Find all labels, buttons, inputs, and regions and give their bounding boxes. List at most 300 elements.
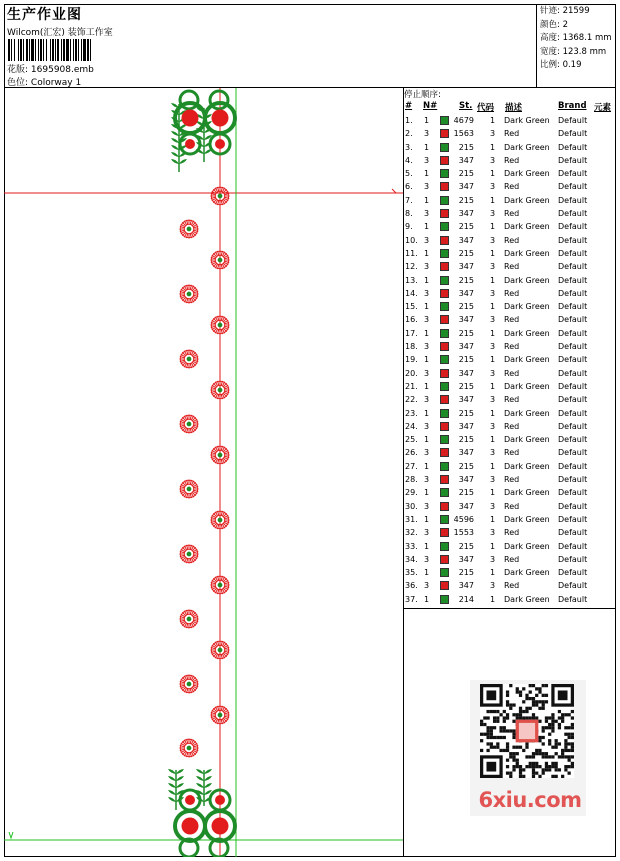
vine-leaf: [171, 152, 179, 157]
colorway-line: [7, 75, 81, 88]
row-stitches: 347: [458, 421, 474, 431]
qr-module: [516, 759, 519, 762]
qr-module: [486, 742, 489, 745]
qr-module: [568, 759, 571, 762]
flower-center: [187, 746, 192, 751]
qr-module: [522, 716, 525, 719]
row-index: 5.: [405, 169, 413, 179]
qr-module: [512, 765, 515, 768]
qr-module: [535, 749, 538, 752]
row-needle: 1: [424, 248, 430, 258]
qr-module: [499, 726, 502, 729]
row-brand: Default: [558, 594, 588, 604]
row-stitches: 215: [458, 328, 474, 338]
qr-module: [545, 720, 548, 723]
qr-module: [522, 775, 525, 778]
row-needle: 3: [424, 448, 430, 458]
row-code: 3: [490, 395, 496, 405]
qr-module: [503, 726, 506, 729]
flower-center: [187, 422, 192, 427]
qr-module: [525, 694, 528, 697]
qr-module: [503, 716, 506, 719]
stop-sequence-header: [404, 101, 616, 114]
qr-module: [545, 768, 548, 771]
row-needle: 3: [424, 155, 430, 165]
row-stitches: 347: [458, 182, 474, 192]
vine-leaf: [168, 783, 176, 788]
row-description: Dark Green: [504, 488, 550, 498]
qr-module: [551, 755, 554, 758]
color-swatch: [440, 355, 449, 364]
qr-module: [506, 759, 509, 762]
qr-module: [538, 736, 541, 739]
colorway-value: Colorway 1: [30, 78, 82, 88]
color-swatch: [440, 502, 449, 511]
row-description: Red: [504, 448, 520, 458]
qr-module: [525, 746, 528, 749]
qr-module: [568, 726, 571, 729]
col-needle: N#: [423, 101, 438, 111]
flower-center: [218, 194, 223, 199]
color-swatch: [440, 222, 449, 231]
color-swatch: [440, 249, 449, 258]
row-needle: 1: [424, 514, 430, 524]
qr-module: [512, 720, 515, 723]
color-swatch: [440, 435, 449, 444]
color-swatch: [440, 409, 449, 418]
row-needle: 3: [424, 395, 430, 405]
row-stitches: 4679: [453, 116, 474, 125]
qr-module: [516, 690, 519, 693]
qr-module: [525, 707, 528, 710]
qr-module: [564, 739, 567, 742]
qr-module: [519, 694, 522, 697]
row-stitches: 215: [458, 435, 474, 445]
qr-module: [535, 687, 538, 690]
color-swatch: [440, 382, 449, 391]
header: [4, 4, 616, 88]
qr-module: [529, 755, 532, 758]
row-brand: Default: [558, 461, 588, 471]
qr-module: [512, 755, 515, 758]
row-needle: 1: [424, 142, 430, 152]
row-needle: 3: [424, 182, 430, 192]
qr-module: [490, 729, 493, 732]
qr-module: [561, 716, 564, 719]
table-row: [404, 115, 616, 128]
vine-leaf: [196, 783, 204, 788]
row-code: 3: [490, 581, 496, 591]
qr-module: [493, 736, 496, 739]
flower-center: [187, 617, 192, 622]
qr-module: [490, 710, 493, 713]
row-description: Red: [504, 475, 520, 485]
qr-module: [538, 752, 541, 755]
qr-module: [496, 720, 499, 723]
qr-module: [548, 739, 551, 742]
row-stitches: 214: [458, 594, 474, 604]
table-row: [404, 155, 616, 168]
qr-module: [490, 736, 493, 739]
row-code: 3: [490, 475, 496, 485]
row-code: 3: [490, 155, 496, 165]
row-brand: Default: [558, 235, 588, 245]
row-index: 32.: [405, 528, 418, 538]
qr-module: [490, 742, 493, 745]
qr-module: [551, 775, 554, 778]
qr-module: [532, 713, 535, 716]
row-stitches: 347: [458, 368, 474, 378]
qr-module: [480, 720, 483, 723]
qr-module: [506, 694, 509, 697]
small-ring-center: [215, 795, 225, 805]
qr-module: [519, 690, 522, 693]
qr-logo-inner: [519, 723, 535, 739]
qr-module: [532, 700, 535, 703]
qr-module: [519, 710, 522, 713]
row-code: 3: [490, 235, 496, 245]
vine-leaf: [176, 776, 184, 781]
row-brand: Default: [558, 328, 588, 338]
row-needle: 1: [424, 169, 430, 179]
qr-module: [496, 716, 499, 719]
row-index: 29.: [405, 488, 418, 498]
row-description: Dark Green: [504, 568, 550, 578]
design-stats: [536, 4, 616, 88]
row-stitches: 4596: [453, 514, 474, 524]
qr-module: [571, 726, 574, 729]
table-row: [404, 128, 616, 141]
row-description: Dark Green: [504, 248, 550, 258]
col-element: 元素: [594, 103, 612, 113]
qr-module: [506, 765, 509, 768]
row-stitches: 215: [458, 222, 474, 232]
row-code: 1: [490, 142, 496, 152]
qr-module: [532, 716, 535, 719]
qr-module: [480, 733, 483, 736]
color-swatch: [440, 581, 449, 590]
qr-module: [551, 746, 554, 749]
color-swatch: [440, 329, 449, 338]
qr-module: [486, 733, 489, 736]
row-index: 37.: [405, 594, 418, 604]
qr-module: [535, 694, 538, 697]
qr-module: [555, 746, 558, 749]
row-brand: Default: [558, 368, 588, 378]
qr-module: [548, 768, 551, 771]
table-row: [404, 501, 616, 514]
row-description: Red: [504, 554, 520, 564]
qr-module: [571, 755, 574, 758]
table-row: [404, 421, 616, 434]
panel-divider: [404, 608, 616, 609]
row-index: 8.: [405, 209, 413, 219]
color-swatch: [440, 315, 449, 324]
color-swatch: [440, 369, 449, 378]
row-description: Dark Green: [504, 435, 550, 445]
row-brand: Default: [558, 155, 588, 165]
qr-module: [522, 749, 525, 752]
qr-module: [551, 762, 554, 765]
row-brand: Default: [558, 275, 588, 285]
row-stitches: 347: [458, 475, 474, 485]
col-code: 代码: [477, 103, 495, 113]
col-stitches: St.: [459, 101, 473, 111]
row-code: 1: [490, 541, 496, 551]
table-row: [404, 314, 616, 327]
qr-module: [519, 775, 522, 778]
row-index: 30.: [405, 501, 418, 511]
embroidery-design: [4, 88, 404, 857]
row-code: 1: [490, 514, 496, 524]
color-swatch: [440, 262, 449, 271]
qr-module: [535, 716, 538, 719]
qr-module: [561, 775, 564, 778]
qr-module: [532, 762, 535, 765]
row-index: 4.: [405, 155, 413, 165]
color-swatch: [440, 196, 449, 205]
row-description: Red: [504, 209, 520, 219]
qr-module: [555, 775, 558, 778]
row-description: Red: [504, 581, 520, 591]
row-brand: Default: [558, 355, 588, 365]
qr-module: [555, 720, 558, 723]
row-brand: Default: [558, 488, 588, 498]
color-swatch: [440, 568, 449, 577]
ring-center: [182, 110, 199, 127]
qr-module: [551, 729, 554, 732]
color-swatch: [440, 448, 449, 457]
row-index: 17.: [405, 328, 418, 338]
color-swatch: [440, 555, 449, 564]
row-stitches: 215: [458, 248, 474, 258]
qr-module: [509, 729, 512, 732]
qr-module: [555, 742, 558, 745]
vine-leaf: [179, 159, 187, 164]
vine-leaf: [168, 797, 176, 802]
stat-stitches: 针迹: 21599: [540, 6, 590, 16]
row-description: Red: [504, 501, 520, 511]
qr-module: [545, 765, 548, 768]
vine-leaf: [196, 776, 204, 781]
row-index: 7.: [405, 195, 413, 205]
row-needle: 1: [424, 435, 430, 445]
qr-module: [542, 700, 545, 703]
qr-module: [535, 703, 538, 706]
row-needle: 1: [424, 116, 430, 125]
row-brand: Default: [558, 315, 588, 325]
row-index: 10.: [405, 235, 418, 245]
vine-leaf: [171, 159, 179, 164]
watermark-logo: 6xiu.com: [478, 788, 582, 812]
qr-module: [538, 765, 541, 768]
table-row: [404, 487, 616, 500]
row-index: 12.: [405, 262, 418, 272]
qr-module: [506, 690, 509, 693]
row-brand: Default: [558, 541, 588, 551]
qr-module: [519, 765, 522, 768]
qr-module: [564, 765, 567, 768]
stop-sequence-title: 停止顺序:: [404, 90, 441, 100]
qr-module: [568, 765, 571, 768]
row-index: 15.: [405, 302, 418, 312]
row-stitches: 347: [458, 448, 474, 458]
qr-module: [503, 736, 506, 739]
color-swatch: [440, 143, 449, 152]
qr-module: [516, 713, 519, 716]
row-stitches: 347: [458, 554, 474, 564]
ring-center: [212, 818, 229, 835]
qr-module: [522, 710, 525, 713]
qr-module: [509, 703, 512, 706]
qr-module: [561, 755, 564, 758]
qr-module: [499, 749, 502, 752]
qr-module: [561, 720, 564, 723]
color-swatch: [440, 276, 449, 285]
row-stitches: 215: [458, 461, 474, 471]
ring-center: [182, 818, 199, 835]
row-stitches: 215: [458, 302, 474, 312]
row-needle: 3: [424, 581, 430, 591]
qr-module: [542, 684, 545, 687]
row-stitches: 1553: [453, 528, 474, 538]
row-index: 16.: [405, 315, 418, 325]
table-row: [404, 408, 616, 421]
qr-module: [564, 755, 567, 758]
file-line: [7, 62, 94, 75]
qr-module: [568, 749, 571, 752]
row-brand: Default: [558, 528, 588, 538]
qr-module: [538, 739, 541, 742]
qr-module: [519, 772, 522, 775]
stat-scale: 比例: 0.19: [540, 60, 582, 70]
row-brand: Default: [558, 408, 588, 418]
qr-module: [506, 729, 509, 732]
small-ring-center: [215, 139, 225, 149]
qr-module: [571, 762, 574, 765]
qr-module: [516, 762, 519, 765]
row-description: Dark Green: [504, 381, 550, 391]
table-row: [404, 354, 616, 367]
row-stitches: 347: [458, 315, 474, 325]
row-code: 3: [490, 209, 496, 219]
qr-module: [558, 742, 561, 745]
flower-center: [218, 583, 223, 588]
qr-module: [525, 697, 528, 700]
row-code: 3: [490, 421, 496, 431]
row-brand: Default: [558, 421, 588, 431]
qr-module: [512, 736, 515, 739]
qr-module: [538, 687, 541, 690]
row-stitches: 215: [458, 488, 474, 498]
table-row: [404, 514, 616, 527]
row-needle: 3: [424, 129, 430, 139]
qr-finder-core: [486, 762, 496, 772]
flower-center: [218, 518, 223, 523]
row-needle: 3: [424, 368, 430, 378]
qr-module: [555, 768, 558, 771]
qr-module: [486, 710, 489, 713]
qr-module: [535, 772, 538, 775]
color-swatch: [440, 595, 449, 604]
qr-module: [480, 723, 483, 726]
qr-module: [548, 755, 551, 758]
row-code: 1: [490, 248, 496, 258]
row-brand: Default: [558, 142, 588, 152]
qr-module: [568, 733, 571, 736]
row-needle: 3: [424, 288, 430, 298]
qr-module: [493, 710, 496, 713]
qr-module: [551, 716, 554, 719]
row-index: 35.: [405, 568, 418, 578]
table-row: [404, 394, 616, 407]
qr-module: [548, 733, 551, 736]
qr-module: [545, 700, 548, 703]
qr-module: [532, 775, 535, 778]
row-code: 3: [490, 368, 496, 378]
qr-module: [503, 720, 506, 723]
table-row: [404, 328, 616, 341]
row-description: Dark Green: [504, 594, 550, 604]
qr-finder-core: [486, 690, 496, 700]
row-index: 1.: [405, 116, 413, 125]
row-code: 1: [490, 488, 496, 498]
qr-module: [564, 742, 567, 745]
qr-module: [506, 703, 509, 706]
row-needle: 1: [424, 195, 430, 205]
qr-module: [548, 723, 551, 726]
flower-center: [218, 388, 223, 393]
qr-module: [532, 697, 535, 700]
qr-module: [545, 755, 548, 758]
qr-module: [529, 762, 532, 765]
table-row: [404, 275, 616, 288]
vine-leaf: [168, 776, 176, 781]
table-row: [404, 341, 616, 354]
qr-module: [512, 752, 515, 755]
qr-module: [486, 726, 489, 729]
qr-module: [532, 703, 535, 706]
row-description: Dark Green: [504, 116, 550, 125]
row-stitches: 215: [458, 195, 474, 205]
company-name: Wilcom(汇宏) 装饰工作室: [7, 28, 113, 38]
row-index: 20.: [405, 368, 418, 378]
qr-module: [506, 742, 509, 745]
row-needle: 3: [424, 475, 430, 485]
qr-module: [512, 729, 515, 732]
color-swatch: [440, 156, 449, 165]
row-stitches: 347: [458, 262, 474, 272]
table-row: [404, 381, 616, 394]
row-stitches: 347: [458, 395, 474, 405]
row-needle: 3: [424, 501, 430, 511]
qr-module: [509, 707, 512, 710]
row-description: Red: [504, 235, 520, 245]
qr-module: [558, 755, 561, 758]
row-brand: Default: [558, 129, 588, 139]
row-code: 1: [490, 275, 496, 285]
qr-module: [571, 742, 574, 745]
file-label: 花版:: [7, 65, 29, 75]
qr-module: [519, 713, 522, 716]
table-row: [404, 461, 616, 474]
row-stitches: 347: [458, 501, 474, 511]
row-description: Dark Green: [504, 514, 550, 524]
qr-module: [535, 762, 538, 765]
row-brand: Default: [558, 554, 588, 564]
row-brand: Default: [558, 195, 588, 205]
row-index: 9.: [405, 222, 413, 232]
